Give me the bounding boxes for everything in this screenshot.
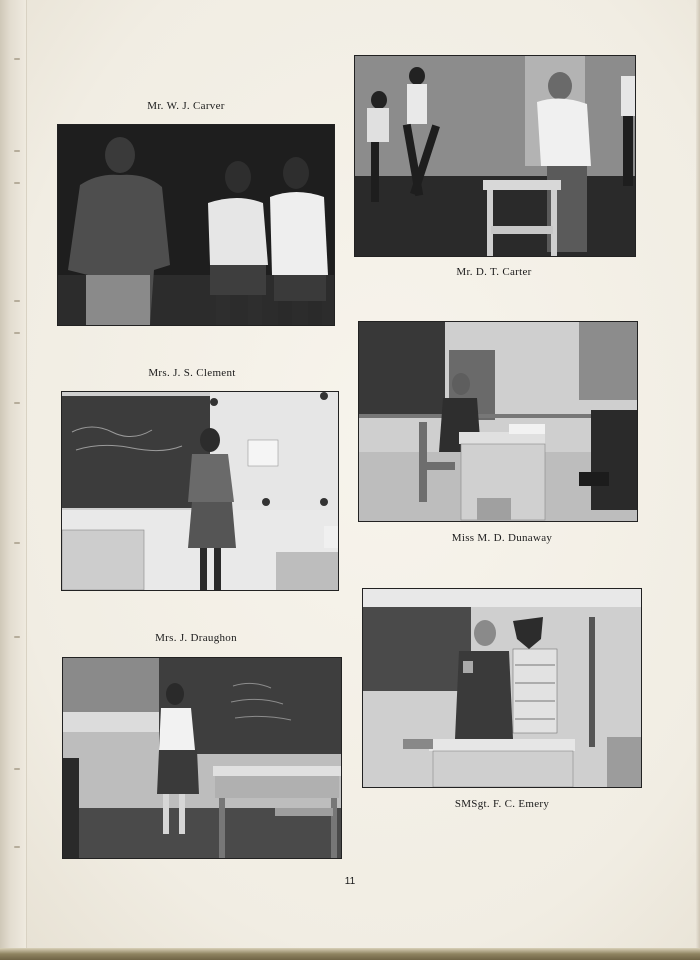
photo-carver (57, 124, 335, 326)
caption-carver: Mr. W. J. Carver (147, 100, 225, 112)
photo-draughon (62, 657, 342, 859)
binding-stitch (14, 846, 20, 848)
binding-stitch (14, 332, 20, 334)
binding-stitch (14, 182, 20, 184)
photo-emery (362, 588, 642, 788)
page-binding (0, 0, 27, 960)
page-number: 11 (344, 876, 356, 887)
photo-dunaway (358, 321, 638, 522)
caption-draughon: Mrs. J. Draughon (155, 632, 237, 644)
caption-clement: Mrs. J. S. Clement (148, 367, 236, 379)
caption-emery: SMSgt. F. C. Emery (454, 798, 550, 810)
page-edge (696, 0, 700, 960)
caption-dunaway: Miss M. D. Dunaway (451, 532, 553, 544)
page-bottom-edge (0, 948, 700, 960)
photo-carter (354, 55, 636, 257)
binding-stitch (14, 768, 20, 770)
binding-stitch (14, 58, 20, 60)
photo-clement (61, 391, 339, 591)
binding-stitch (14, 542, 20, 544)
binding-stitch (14, 402, 20, 404)
caption-carter: Mr. D. T. Carter (456, 266, 532, 278)
binding-stitch (14, 300, 20, 302)
binding-stitch (14, 150, 20, 152)
binding-stitch (14, 636, 20, 638)
